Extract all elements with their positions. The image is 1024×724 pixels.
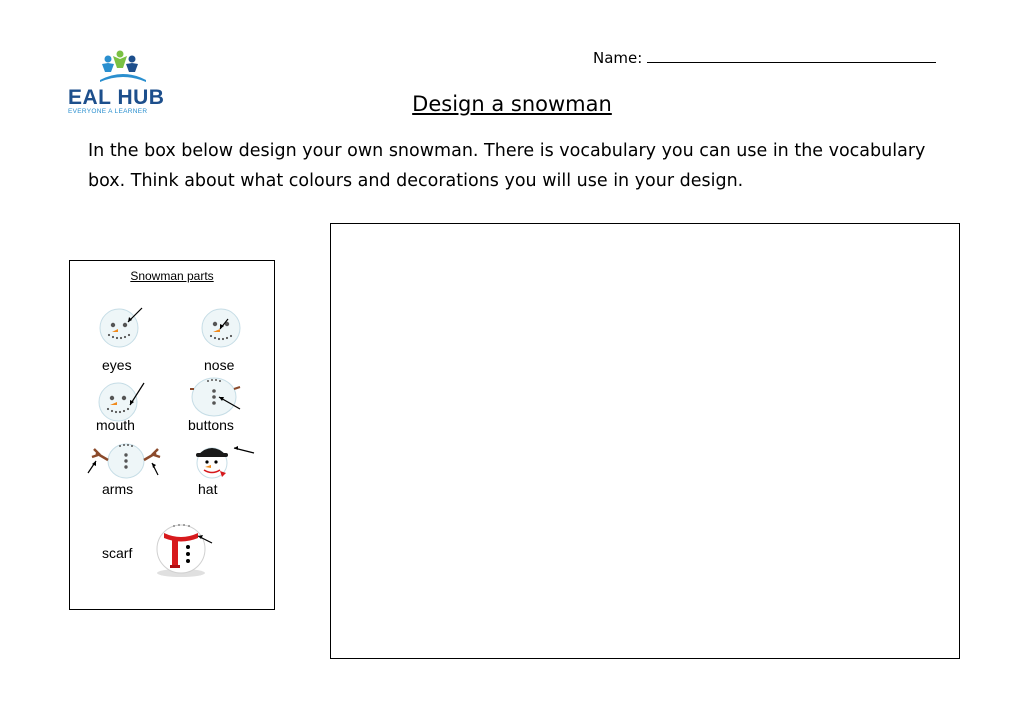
name-line[interactable] bbox=[647, 46, 936, 63]
vocab-label-buttons: buttons bbox=[188, 417, 234, 433]
snowman-scarf-icon bbox=[154, 519, 216, 577]
vocab-label-hat: hat bbox=[198, 481, 218, 497]
vocabulary-box bbox=[69, 260, 275, 610]
name-field[interactable] bbox=[593, 46, 936, 67]
snowman-head-nose-icon bbox=[198, 305, 248, 349]
snowman-arms-icon bbox=[86, 443, 166, 479]
name-label: Name: bbox=[593, 49, 643, 67]
vocab-label-scarf: scarf bbox=[102, 545, 133, 561]
page-title: Design a snowman bbox=[412, 92, 612, 116]
snowman-hat-icon bbox=[190, 437, 258, 481]
snowman-head-eyes-icon bbox=[98, 305, 148, 349]
logo-tagline: EVERYONE A LEARNER bbox=[68, 108, 148, 115]
instructions-text: In the box below design your own snowman. There is vocabulary you can use in the vocabulary box. Think about what colours and decorations you will use in your design. bbox=[88, 141, 926, 191]
people-figures-icon bbox=[98, 50, 148, 84]
vocabulary-title: Snowman parts bbox=[130, 269, 214, 283]
snowman-body-buttons-icon bbox=[188, 377, 248, 417]
vocab-label-mouth: mouth bbox=[96, 417, 135, 433]
vocab-label-eyes: eyes bbox=[102, 357, 132, 373]
design-drawing-area[interactable] bbox=[330, 223, 960, 659]
vocab-label-arms: arms bbox=[102, 481, 134, 497]
vocab-label-nose: nose bbox=[204, 357, 235, 373]
logo-name: EAL HUB bbox=[68, 86, 165, 109]
